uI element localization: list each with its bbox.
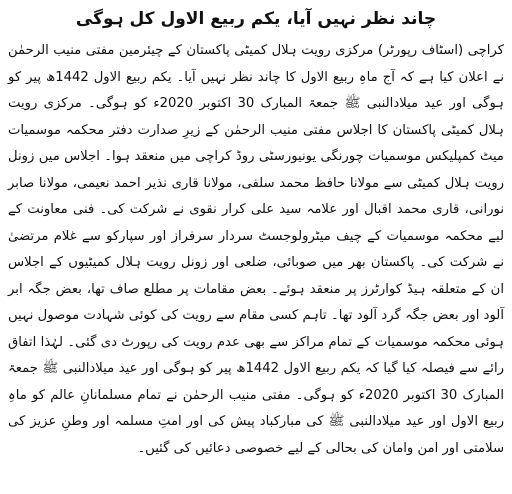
article-body: کراچی (اسٹاف رپورٹر) مرکزی رویت ہلال کمیٹی پاکستان کے چیئرمین مفتی منیب الرحمٰن نے اعلان کیا ہے کہ آج ماہِ ربیع الاول کا چاند نظر نہیں آیا۔ یکم ربیع الاول 1442ھ پیر کو ہوگی اور عید میلادالنبی ﷺ جمعۃ المبارک 30 اکتوبر 2020ء کو ہوگی۔ مرکزی رویت ہلال کمیٹی پاکستان کا اجلاس مفتی منیب الرحمٰن کے زیرِ صدارت دفتر محکمہ موسمیات میٹ کمپلیکس موسمیات چورنگی یونیورسٹی روڈ کراچی میں منعقد ہوا۔ اجلاس میں زونل رویت ہلال کمیٹی سے مولانا حافظ محمد سلفی، مولانا قاری نذیر احمد نعیمی، مولانا صابر نورانی، قاری محمد اقبال اور علامہ سید علی کرار نقوی نے شرکت کی۔ فنی معاونت کے لیے محکمہ موسمیات کے چیف میٹرولوجسٹ سردار سرفراز اور سپارکو سے غلام مرتضیٰ نے شرکت کی۔ پاکستان بھر میں صوبائی، ضلعی اور زونل رویت ہلال کمیٹیوں کے اجلاس ان کے متعلقہ ہیڈ کوارٹرز پر منعقد ہوئے۔ بعض مقامات پر مطلع صاف تھا، بعض جگہ ابر آلود اور بعض جگہ گرد آلود تھا۔ تاہم کسی مقام سے رویت کی کوئی شہادت موصول نہیں ہوئی محکمہ موسمیات کے تمام مراکز سے بھی عدم رویت کی رپورٹ دی گئی۔ لہٰذا اتفاق رائے سے فیصلہ کیا گیا کہ یکم ربیع الاول 1442ھ پیر کو ہوگی اور عید میلادالنبی ﷺ جمعۃ المبارک 30 اکتوبر 2020ء کو ہوگی۔ مفتی منیب الرحمٰن نے تمام مسلمانانِ عالم کو ماہِ ربیع الاول اور عید میلادالنبی ﷺ کی مبارکباد پیش کی اور امتِ مسلمہ اور وطنِ عزیز کی سلامتی اور امن وامان کی بحالی کے لیے خصوصی دعائیں کی گئیں۔ bbox=[8, 43, 505, 456]
headline: چاند نظر نہیں آیا، یکم ربیع الاول کل ہوگی bbox=[75, 9, 437, 29]
